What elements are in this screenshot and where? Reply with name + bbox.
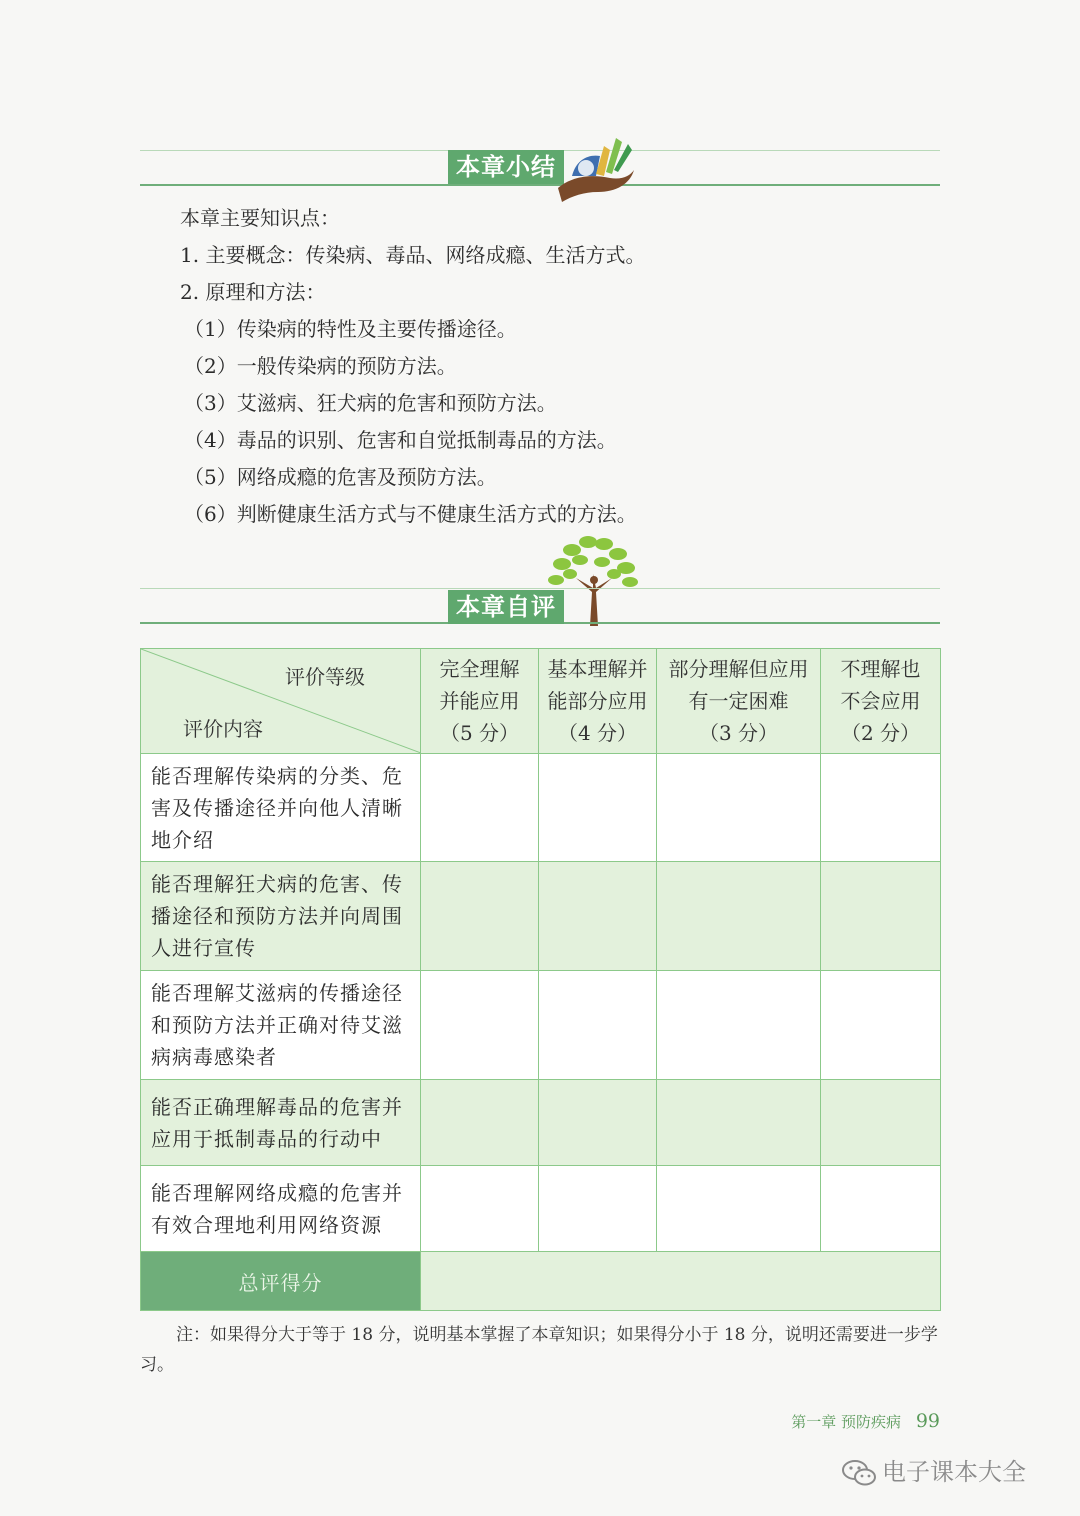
score-cell[interactable] <box>657 1080 821 1166</box>
level-line: 并能应用 <box>439 689 520 713</box>
self-eval-banner <box>140 586 940 626</box>
summary-item: （4）毒品的识别、危害和自觉抵制毒品的方法。 <box>184 428 617 452</box>
score-cell[interactable] <box>421 862 539 971</box>
score-cell[interactable] <box>421 971 539 1080</box>
summary-item: （1）传染病的特性及主要传播途径。 <box>184 317 517 341</box>
watermark <box>842 1452 1026 1487</box>
eval-question: 能否理解传染病的分类、危害及传播途径并向他人清晰地介绍 <box>141 754 421 862</box>
table-header-row <box>141 649 941 754</box>
score-cell[interactable] <box>421 1166 539 1252</box>
score-cell[interactable] <box>821 862 941 971</box>
watermark-text: 电子课本大全 <box>882 1458 1026 1486</box>
level-score: （2 分） <box>840 721 921 745</box>
score-cell[interactable] <box>539 862 657 971</box>
summary-point-1: 1. 主要概念：传染病、毒品、网络成瘾、生活方式。 <box>180 243 646 267</box>
level-header-2 <box>821 649 941 754</box>
score-cell[interactable] <box>657 971 821 1080</box>
total-row <box>141 1252 941 1311</box>
level-line: 能部分应用 <box>547 689 648 713</box>
score-cell[interactable] <box>421 754 539 862</box>
eval-question: 能否正确理解毒品的危害并应用于抵制毒品的行动中 <box>141 1080 421 1166</box>
level-line: 有一定困难 <box>688 689 789 713</box>
level-score: （4 分） <box>557 721 638 745</box>
table-row <box>141 971 941 1080</box>
summary-item: （2）一般传染病的预防方法。 <box>184 354 457 378</box>
level-line: 部分理解但应用 <box>668 657 809 681</box>
chapter-label: 第一章 预防疾病 <box>791 1413 902 1431</box>
self-eval-table <box>140 648 941 1311</box>
score-cell[interactable] <box>539 1166 657 1252</box>
summary-text <box>180 200 920 533</box>
banner-bottom-rule <box>140 184 940 186</box>
score-cell[interactable] <box>657 1166 821 1252</box>
level-score: （5 分） <box>439 721 520 745</box>
self-eval-heading: 本章自评 <box>448 590 564 624</box>
total-score-label: 总评得分 <box>141 1252 421 1311</box>
summary-point-2: 2. 原理和方法： <box>180 280 326 304</box>
level-line: 不理解也 <box>840 657 921 681</box>
score-cell[interactable] <box>539 1080 657 1166</box>
eval-question: 能否理解网络成瘾的危害并有效合理地利用网络资源 <box>141 1166 421 1252</box>
score-cell[interactable] <box>821 971 941 1080</box>
page-number: 99 <box>915 1410 940 1432</box>
header-content-label: 评价内容 <box>183 717 263 741</box>
level-header-4 <box>539 649 657 754</box>
score-cell[interactable] <box>657 754 821 862</box>
table-row <box>141 862 941 971</box>
level-line: 不会应用 <box>840 689 921 713</box>
hand-leaves-icon <box>552 126 636 206</box>
wechat-icon <box>842 1459 876 1487</box>
level-line: 完全理解 <box>439 657 520 681</box>
score-note: 注：如果得分大于等于 18 分，说明基本掌握了本章知识；如果得分小于 18 分，说明还需要进一步学习。 <box>140 1325 938 1375</box>
score-cell[interactable] <box>421 1080 539 1166</box>
score-cell[interactable] <box>821 1166 941 1252</box>
banner-top-rule <box>140 588 940 589</box>
level-score: （3 分） <box>698 721 779 745</box>
score-cell[interactable] <box>539 971 657 1080</box>
score-cell[interactable] <box>821 754 941 862</box>
table-row <box>141 754 941 862</box>
score-cell[interactable] <box>821 1080 941 1166</box>
eval-question: 能否理解狂犬病的危害、传播途径和预防方法并向周围人进行宣传 <box>141 862 421 971</box>
level-header-3 <box>657 649 821 754</box>
score-cell[interactable] <box>539 754 657 862</box>
header-grade-label: 评价等级 <box>285 665 365 689</box>
level-header-5 <box>421 649 539 754</box>
table-row <box>141 1080 941 1166</box>
summary-heading: 本章小结 <box>448 150 564 184</box>
summary-item: （5）网络成瘾的危害及预防方法。 <box>184 465 497 489</box>
summary-item: （3）艾滋病、狂犬病的危害和预防方法。 <box>184 391 557 415</box>
summary-intro: 本章主要知识点： <box>180 206 340 230</box>
score-cell[interactable] <box>657 862 821 971</box>
total-score-field[interactable] <box>421 1252 941 1311</box>
table-row <box>141 1166 941 1252</box>
summary-banner <box>140 148 940 188</box>
level-line: 基本理解并 <box>547 657 648 681</box>
diagonal-header-cell <box>141 649 421 754</box>
page-footer <box>791 1410 940 1432</box>
summary-item: （6）判断健康生活方式与不健康生活方式的方法。 <box>184 502 637 526</box>
eval-question: 能否理解艾滋病的传播途径和预防方法并正确对待艾滋病病毒感染者 <box>141 971 421 1080</box>
